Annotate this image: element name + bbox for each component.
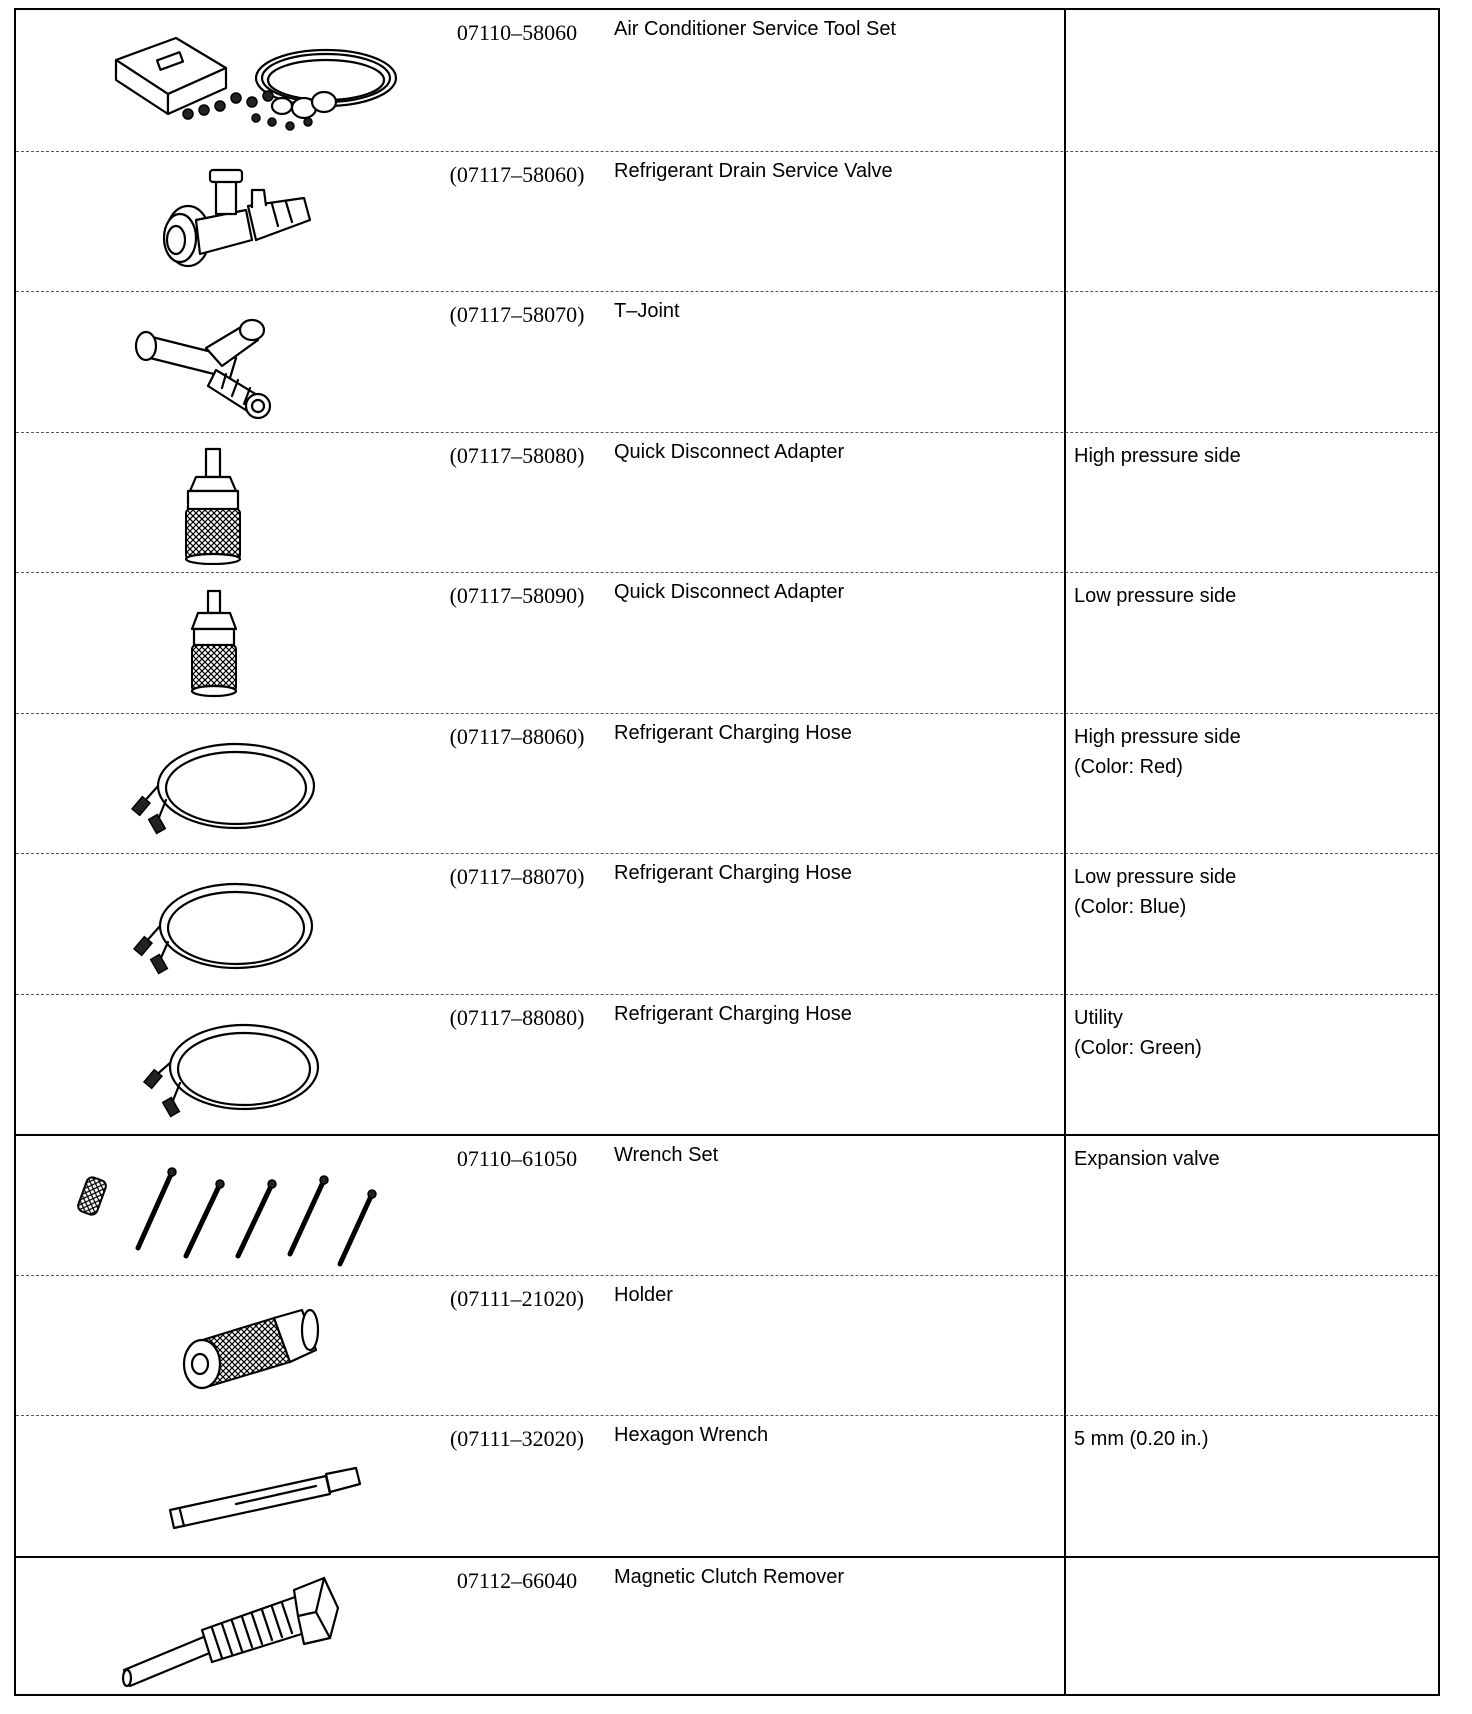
wrench-set-icon — [76, 1144, 416, 1268]
table-row — [16, 572, 1438, 714]
tool-note: Low pressure side (Color: Blue) — [1074, 866, 1237, 918]
tool-name: Air Conditioner Service Tool Set — [614, 18, 896, 40]
tool-name: Holder — [614, 1283, 673, 1306]
drain-service-valve-icon — [76, 160, 416, 284]
part-number: (07117–58080) — [449, 442, 585, 468]
table-row — [16, 853, 1438, 995]
tool-note: High pressure side (Color: Red) — [1074, 725, 1241, 778]
special-service-tools-table — [14, 8, 1440, 1696]
tool-note: Expansion valve — [1074, 1148, 1220, 1170]
holder-icon — [76, 1284, 416, 1408]
tool-name: Wrench Set — [614, 1144, 719, 1166]
tool-name: Quick Disconnect Adapter — [614, 440, 845, 463]
part-number: (07117–58060) — [449, 161, 585, 187]
charging-hose-icon — [76, 1003, 416, 1127]
tool-name: Refrigerant Charging Hose — [614, 1002, 852, 1025]
quick-disconnect-adapter-small-icon — [76, 581, 416, 705]
tool-name: Magnetic Clutch Remover — [614, 1565, 845, 1588]
part-number: 07110–58060 — [456, 20, 578, 45]
table-row — [16, 1134, 1438, 1277]
part-number: (07111–32020) — [449, 1426, 585, 1451]
table-row — [16, 1275, 1438, 1417]
table-row — [16, 10, 1438, 151]
tool-note: Utility (Color: Green) — [1074, 1006, 1202, 1059]
charging-hose-icon — [76, 862, 416, 986]
table-row — [16, 713, 1438, 855]
tool-note: Low pressure side — [1074, 585, 1237, 607]
part-number: (07111–21020) — [449, 1285, 585, 1311]
tool-name: T–Joint — [614, 300, 680, 322]
magnetic-clutch-remover-icon — [76, 1566, 416, 1690]
part-number: (07117–88070) — [449, 864, 585, 889]
service-tool-set-icon — [76, 18, 416, 142]
table-row — [16, 291, 1438, 433]
part-number: (07117–88060) — [449, 723, 585, 749]
table-row — [16, 151, 1438, 293]
table-row — [16, 432, 1438, 574]
tool-name: Hexagon Wrench — [614, 1424, 769, 1446]
tool-note: High pressure side — [1074, 444, 1241, 467]
part-number: (07117–58090) — [449, 583, 585, 608]
tool-name: Refrigerant Drain Service Valve — [614, 159, 893, 182]
tool-note: 5 mm (0.20 in.) — [1074, 1428, 1209, 1450]
part-number: 07110–61050 — [456, 1146, 578, 1171]
tool-name: Refrigerant Charging Hose — [614, 862, 852, 884]
table-row — [16, 1556, 1438, 1699]
part-number: (07117–58070) — [449, 302, 585, 327]
hexagon-wrench-icon — [76, 1424, 416, 1548]
tool-name: Refrigerant Charging Hose — [614, 721, 852, 744]
charging-hose-icon — [76, 722, 416, 846]
part-number: 07112–66040 — [456, 1567, 578, 1593]
table-row — [16, 994, 1438, 1136]
tool-name: Quick Disconnect Adapter — [614, 581, 845, 603]
table-row — [16, 1415, 1438, 1557]
t-joint-icon — [76, 300, 416, 424]
quick-disconnect-adapter-icon — [76, 441, 416, 565]
part-number: (07117–88080) — [449, 1004, 585, 1030]
